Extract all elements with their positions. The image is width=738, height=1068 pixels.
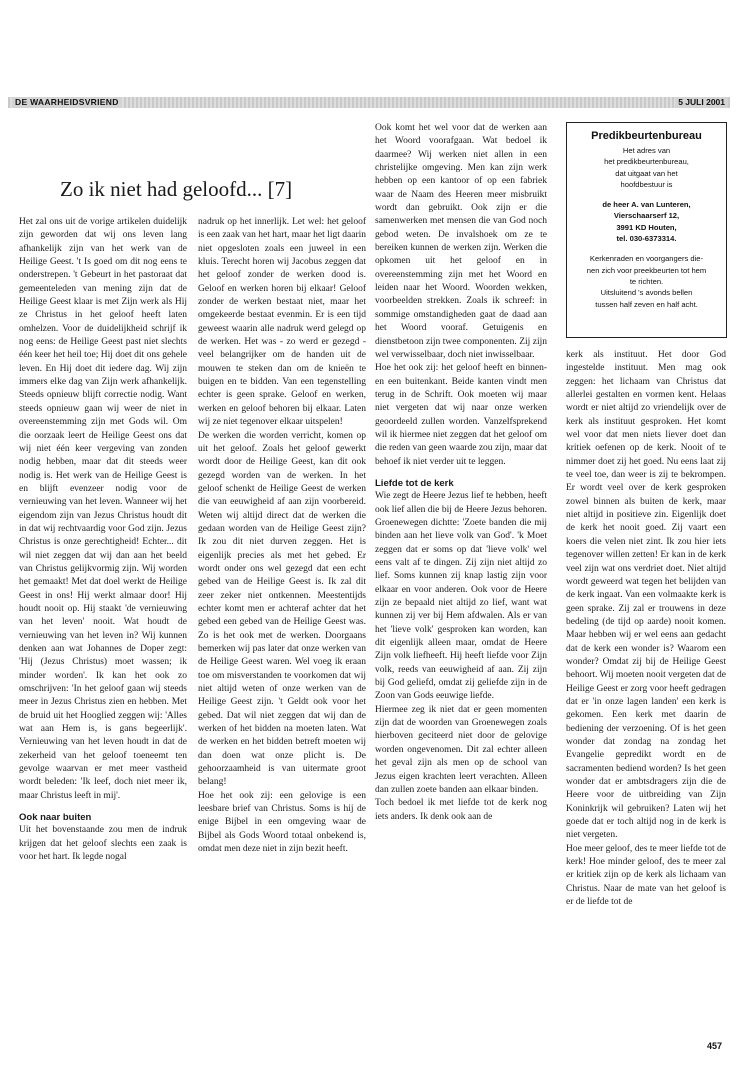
page-number: 457	[706, 1041, 722, 1051]
paragraph: Uit het bovenstaande zou men de indruk krijgen dat het geloof slechts een zaak is voor het hart. Ik legde nogal	[19, 825, 187, 863]
box-intro	[567, 145, 726, 190]
box-line: Uitsluitend 's avonds bellen	[600, 288, 693, 298]
article-column-4	[566, 349, 726, 909]
article-column-1	[19, 216, 187, 865]
article-column-2	[198, 216, 366, 857]
paragraph: Het zal ons uit de vorige artikelen duidelijk zijn geworden dat wij ons leven lang afhankelijk zijn van het werk van de Heilige Geest. 't Is goed om dit nog eens te onderstrepen. 't Gebeurt in het pastoraat dat gemeenteleden van mening zijn dat de Heilige Geest klaar is met Zijn werk als Hij ze Christus in het geloof heeft laten omhelzen. Voor de duidelijkheid schrijf ik nog eens: de Heilige Geest past niet slechts één keer het heil toe; Hij doet dit ons gehele leven. En Hij doet dit iedere dag. Wij zijn immers elke dag van Zijn werk afhankelijk. Steeds opnieuw blijft correctie nodig. Want steeds opnieuw gaan wij weer de niet in overeenstemming zijn met Gods wil. Om die oorzaak leert de Heilige Geest ons dat wij niet één keer vergeving van zonden nodig hebben, maar dat dit steeds weer nodig is. Het werk van de Heilige Geest is en blijft evenzeer nodig voor de vernieuwing van het leven. Wanneer wij het eigendom zijn van Jezus Christus houdt dit in dat wij rechtvaardig voor God zijn. Jezus Christus is onze gerechtigheid! Echter... dit wil niet zeggen dat wij dan aan het beeld van Christus gelijkvormig zijn. Wij worden het gemaakt! Met dat doel werkt de Heilige Geest in ons! Hij werkt almaar door! Hij houdt nooit op. Hij staakt 'de vernieuwing van het leven' nooit. Wat houdt de vernieuwing van het leven in? Wij kunnen denken aan wat Johannes de Doper zegt: 'Hij (Jezus Christus) moet wassen; ik minder worden'. Ik kan het ook zo omschrijven: 'In het geloof gaan wij steeds meer in Jezus Christus zien en hebben. Met de bruid uit het Hooglied zeggen wij: 'Alles wat aan Hem is, is gans begeerlijk'. Vernieuwing van het leven houdt in dat de zekerheid van het geloof toeneemt ten gevolge waarvan er met meer vastheid wordt beleden: 'Ik leef, doch niet meer ik, maar Christus leeft in mij'.	[19, 217, 187, 801]
box-line: Kerkenraden en voorgangers die-	[589, 254, 704, 264]
box-line: nen zich voor preekbeurten tot hem	[586, 265, 707, 275]
box-line: tussen half zeven en half acht.	[595, 299, 698, 309]
box-address	[567, 199, 726, 244]
box-line: tel. 030-6373314.	[616, 234, 677, 244]
box-title: Predikbeurtenbureau	[591, 130, 702, 142]
paragraph: Hiermee zeg ik niet dat er geen momenten zijn dat de woorden van Groenewegen zoals hierboven geciteerd niet door de gelovige worden ongevenomen. Dit zal echter alleen het geval zijn als men op de school van Jezus eigen krachten leert verachten. Alleen dan zullen zoete banden aan elkaar binden.	[375, 704, 547, 795]
box-line: te richten.	[629, 276, 664, 286]
paragraph: kerk als instituut. Het door God ingestelde instituut. Men mag ook zeggen: het lichaam van Christus dat allerlei gestalten en vormen kent. Helaas wordt er niet altijd zo vriendelijk over de kerk als instituut gesproken. Het komt wel voor dat men niets liever doet dan kritiek oefenen op de kerk. Nooit of te nimmer doet zij het goed. Nu eens laat zij te veel toe, dan weer is zij te bekrompen. Er wordt veel over de kerk gesproken zowel binnen als buiten de kerk, maar niet altijd in positieve zin. Eigenlijk doet de kerk het nooit goed. Zij vaart een koers die velen niet zint. Ik zou hier iets tegenover willen zetten! Er kan in de kerk veel zijn wat ons verdriet doet. Niet altijd wordt geweerd wat tegen het belijden van de kerk ingaat. Van een volmaakte kerk is geen sprake. Zij zal er trouwens in deze bedeling (de tijd op aarde) nooit komen. Maar hebben wij er wel eens aan gedacht dat de kerk een wonder is? Waarom een wonder? Omdat zij bij de Heilige Geest behoort. Wij moeten nooit vergeten dat de Heilige Geest er zorg voor heeft gedragen dat er 'in onze lagen landen' een kerk is gekomen. Een kerk met daarin de bediening der verzoening. Of is het geen wonder dat zondag na zondag het Evangelie gepredikt wordt en de sacramenten bediend worden? Is het geen wonder dat er ambtsdragers zijn die de Heere voor de uitbreiding van Zijn Koninkrijk wil gebruiken? Laten wij het goede dat er toch altijd nog in de kerk is niet vergeten.	[566, 350, 726, 841]
paragraph: Toch bedoel ik met liefde tot de kerk nog iets anders. Ik denk ook aan de	[375, 798, 547, 822]
box-line: Het adres van	[622, 146, 671, 155]
paragraph: Ook komt het wel voor dat de werken aan het Woord voorafgaan. Wat bedoel ik daarmee? Wij werken niet allen in een christelijke omgeving. Men kan zijn werk hebben op een kantoor of op een fabriek waar de Naam des Heeren meer misbruikt wordt dan gebruikt. Ook zijn er die samenwerken met mensen die van God noch gebod weten. De invalshoek om ze te bereiken kunnen de werken zijn. Werken die opkomen uit het geloof en in overeenstemming zijn met het Woord en leiden naar het Woord. Woorden wekken, voorbeelden strekken. Zoals ik schreef: in sommige omstandigheden gaat de daad aan het Woord vooraf. Getuigenis en dienstbetoon zijn twee componenten. Zij zijn wel verwisselbaar, doch niet inwisselbaar.	[375, 123, 547, 360]
paragraph: Hoe meer geloof, des te meer liefde tot de kerk! Hoe minder geloof, des te meer zal er kritiek zijn op de kerk als lichaam van Christus. Naar de mate van het geloof is er de liefde tot de	[566, 843, 726, 908]
predikbeurtenbureau-box	[566, 122, 727, 338]
article-column-3	[375, 122, 547, 824]
publication-name: DE WAARHEIDSVRIEND	[12, 97, 122, 108]
subheading-ook-naar-buiten: Ook naar buiten	[19, 812, 92, 824]
box-line: Vierschaarserf 12,	[613, 211, 680, 221]
box-line: dat uitgaat van het	[615, 168, 678, 178]
box-line: hoofdbestuur is	[620, 179, 673, 189]
subheading-liefde-tot-de-kerk: Liefde tot de kerk	[375, 477, 454, 489]
box-line: 3991 KD Houten,	[616, 222, 677, 232]
paragraph: De werken die worden verricht, komen op uit het geloof. Zoals het geloof gewerkt wordt door de Heilige Geest, kan dit ook gezegd worden van de werken. In het geloof schenkt de Heilige Geest de werken die van eeuwigheid af aan zijn voorbereid. Weten wij altijd direct dat de werken die gedaan worden van de Heilige Geest zijn? Ik zou dit niet durven zeggen. Het is eigenlijk precies als met het gebed. Er wordt onder ons wel gezegd dat een echt gebed van de Heilige Geest is. Ik zal dit zeer zeker niet ontkennen. Meestentijds echter komt men er achteraf achter dat het gebed een gebed van de Heilige Geest was. Zo is het ook met de werken. Doorgaans bemerken wij pas later dat onze werken van de Heilige Geest waren. Wel voeg ik eraan toe om misverstanden te voorkomen dat wij niet altijd weten of onze werken van de Heilige Geest zijn. 't Geldt ook voor het gebed. Dat wil niet zeggen dat wij dan de werken of het bidden na moeten laten. Wat de werken en het bidden betreft moeten wij dan doen wat onze plicht is. De gehoorzaamheid is van uitermate groot belang!	[198, 430, 366, 788]
issue-date: 5 JULI 2001	[675, 97, 728, 108]
paragraph: Wie zegt de Heere Jezus lief te hebben, heeft ook lief allen die bij de Heere Jezus behoren. Groenewegen dichtte: 'Zoete banden die mij binden aan het lieve volk van God'. 'k Moet zeggen dat er soms op dat 'lieve volk' wel eens valt af te dingen. Zij zijn niet altijd zo lief. Soms kunnen zij knap lastig zijn voor elkaar en voor anderen. Ook voor de Heere zijn ze bepaald niet altijd zo lief, want wat kunnen zij ver bij Hem afdwalen. Als er van het 'lieve volk' gesproken kan worden, kan dit eigenlijk alleen maar, omdat de Heere Zijn volk liefheeft. Hij heeft liefde voor Zijn volk, reeds van eeuwigheid af aan. Zij zijn bij God geliefd, omdat zij geliefde zijn in de Zoon van Gods eeuwige liefde.	[375, 491, 547, 702]
paragraph: nadruk op het innerlijk. Let wel: het geloof is een zaak van het hart, maar het ligt daarin niet opgesloten zoals een juweel in een kluis. Terecht horen wij Jacobus zeggen dat het geloof zonder de werken dood is. Geloof en werken horen bij elkaar! Geloof zonder de werken bestaat niet, maar het omgekeerde bestaat evenmin. Er is een tijd geweest waarin alle nadruk werd gelegd op de werken. Het was - zo werd er gezegd - veel belangrijker om de handen uit de mouwen te steken dan om de knieën te buigen en te bidden. Van een tegenstelling echter is geen sprake. Geloof en werken, werken en geloof behoren bij elkaar. Laten wij ze niet tegenover elkaar uitspelen!	[198, 217, 366, 428]
paragraph: Hoe het ook zij: een gelovige is een leesbare brief van Christus. Soms is hij de enige Bijbel in een omgeving waar de Bijbel als Gods Woord totaal onbekend is, omdat men deze niet in zijn bezit heeft.	[198, 790, 366, 855]
article-title: Zo ik niet had geloofd... [7]	[60, 177, 293, 201]
box-line: het predikbeurtenbureau,	[604, 157, 689, 167]
paragraph: Hoe het ook zij: het geloof heeft en binnen- en een buitenkant. Beide kanten vindt men terug in de Schrift. Ook moeten wij maar niet vergeten dat wij naar onze werken geoordeeld zullen worden. Vanzelfsprekend wil ik hiermee niet zeggen dat het geloof om die reden van geen waarde zou zijn, maar dat behoef ik niet verder uit te leggen.	[375, 363, 547, 467]
box-line: de heer A. van Lunteren,	[602, 200, 691, 210]
box-note	[567, 253, 726, 309]
